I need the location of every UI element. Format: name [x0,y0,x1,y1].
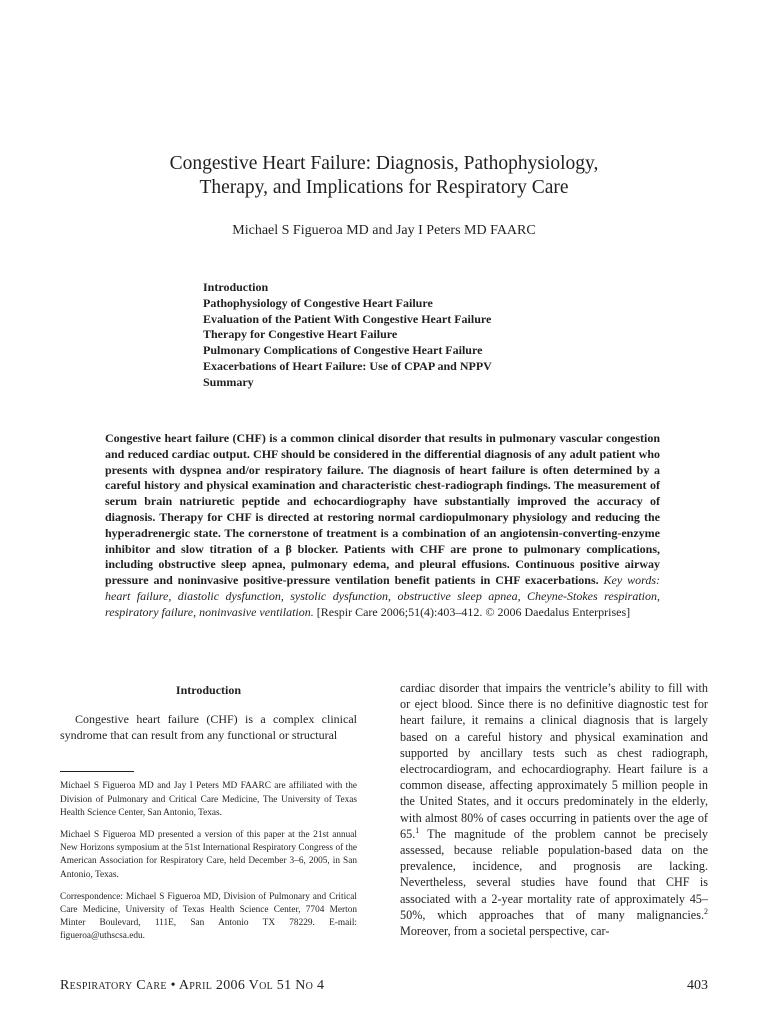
toc-item: Introduction [203,280,269,294]
table-of-contents [203,280,492,391]
abstract-keywords: Key words: heart failure, diastolic dysfunction, systolic dysfunction, obstructive sleep apnea, Cheyne-Stokes respiration, respiratory failure, noninvasive ventilation. [105,573,660,619]
footnote-presentation: Michael S Figueroa MD presented a version of this paper at the 21st annual New Horizons symposium at the 51st International Respiratory Congress of the American Association for Respiratory Care, held December 3–6, 2005, in San Antonio, Texas. [60,830,357,880]
footnote-rule [60,771,134,772]
right-column [400,680,708,939]
toc-item: Therapy for Congestive Heart Failure [203,327,398,342]
toc-item: Summary [203,374,254,389]
body-text-segment: cardiac disorder that impairs the ventricle’s ability to fill with or eject blood. Since there is no definitive diagnostic test for heart failure, it remains a clinical diagnosis that is largely based on a careful history and physical examination and supported by ancillary tests such as chest radiograph, electrocardiogram, and echocardiography. Heart failure is a common disease, affecting approximately 5 million people in the United States, and it occurs predominately in the elderly, with almost 80% of cases occurring in patients over the age of 65. [400,681,708,841]
article-title [60,152,708,200]
body-text-segment: The magnitude of the problem cannot be precisely assessed, because reliable population-based data on the prevalence, incidence, and prognosis are lacking. Nevertheless, several studies have found that CHF is associated with a 2-year mortality rate of approximately 45–50%, which approaches that of many malignancies. [400,826,708,922]
journal-info: Respiratory Care • April 2006 Vol 51 No 4 [60,978,325,993]
toc-item: Pathophysiology of Congestive Heart Failure [203,295,433,310]
toc-item: Evaluation of the Patient With Congestive Heart Failure [203,311,492,326]
body-paragraph [400,680,708,939]
abstract-citation: [Respir Care 2006;51(4):403–412. © 2006 Daedalus Enterprises] [316,604,631,619]
toc-item: Exacerbations of Heart Failure: Use of CPAP and NPPV [203,358,492,373]
abstract-text: Congestive heart failure (CHF) is a common clinical disorder that results in pulmonary vascular congestion and reduced cardiac output. CHF should be considered in the differential diagnosis of any adult patient who presents with dyspnea and/or respiratory failure. The diagnosis of heart failure is often determined by a careful history and physical examination and characteristic chest-radiograph findings. The measurement of serum brain natriuretic peptide and echocardiography have substantially improved the accuracy of diagnosis. Therapy for CHF is directed at restoring normal cardiopulmonary physiology and reducing the hyperadrenergic state. The cornerstone of treatment is a combination of an angiotensin-converting-enzyme inhibitor and slow titration of a β blocker. Patients with CHF are prone to pulmonary complications, including obstructive sleep apnea, pulmonary edema, and pleural effusions. Continuous positive airway pressure and noninvasive positive-pressure ventilation benefit patients in CHF exacerbations. [105,431,660,588]
article-title-line: Therapy, and Implications for Respiratory Care [199,177,569,198]
left-column [60,680,357,953]
reference-marker[interactable]: 1 [415,825,420,835]
footnote-correspondence: Correspondence: Michael S Figueroa MD, Division of Pulmonary and Critical Care Medicine, University of Texas Health Science Center, 7704 Merton Minter Boulevard, 111E, San Antonio TX 78229. E-mail: figueroa@uthscsa.edu. [60,891,357,942]
body-paragraph: Congestive heart failure (CHF) is a complex clinical syndrome that can result from any functional or structural [60,712,357,743]
page-number: 403 [687,978,708,993]
footnote-affiliation: Michael S Figueroa MD and Jay I Peters MD FAARC are affiliated with the Division of Pulmonary and Critical Care Medicine, The University of Texas Health Science Center, San Antonio, Texas. [60,781,357,818]
reference-marker[interactable]: 2 [704,906,708,916]
abstract [105,431,660,621]
toc-item: Pulmonary Complications of Congestive Heart Failure [203,343,483,358]
body-text-segment: Moreover, from a societal perspective, car- [400,924,610,939]
section-heading-introduction: Introduction [175,683,242,697]
author-list: Michael S Figueroa MD and Jay I Peters MD FAARC [232,223,536,238]
article-title-line: Congestive Heart Failure: Diagnosis, Pathophysiology, [169,153,599,174]
